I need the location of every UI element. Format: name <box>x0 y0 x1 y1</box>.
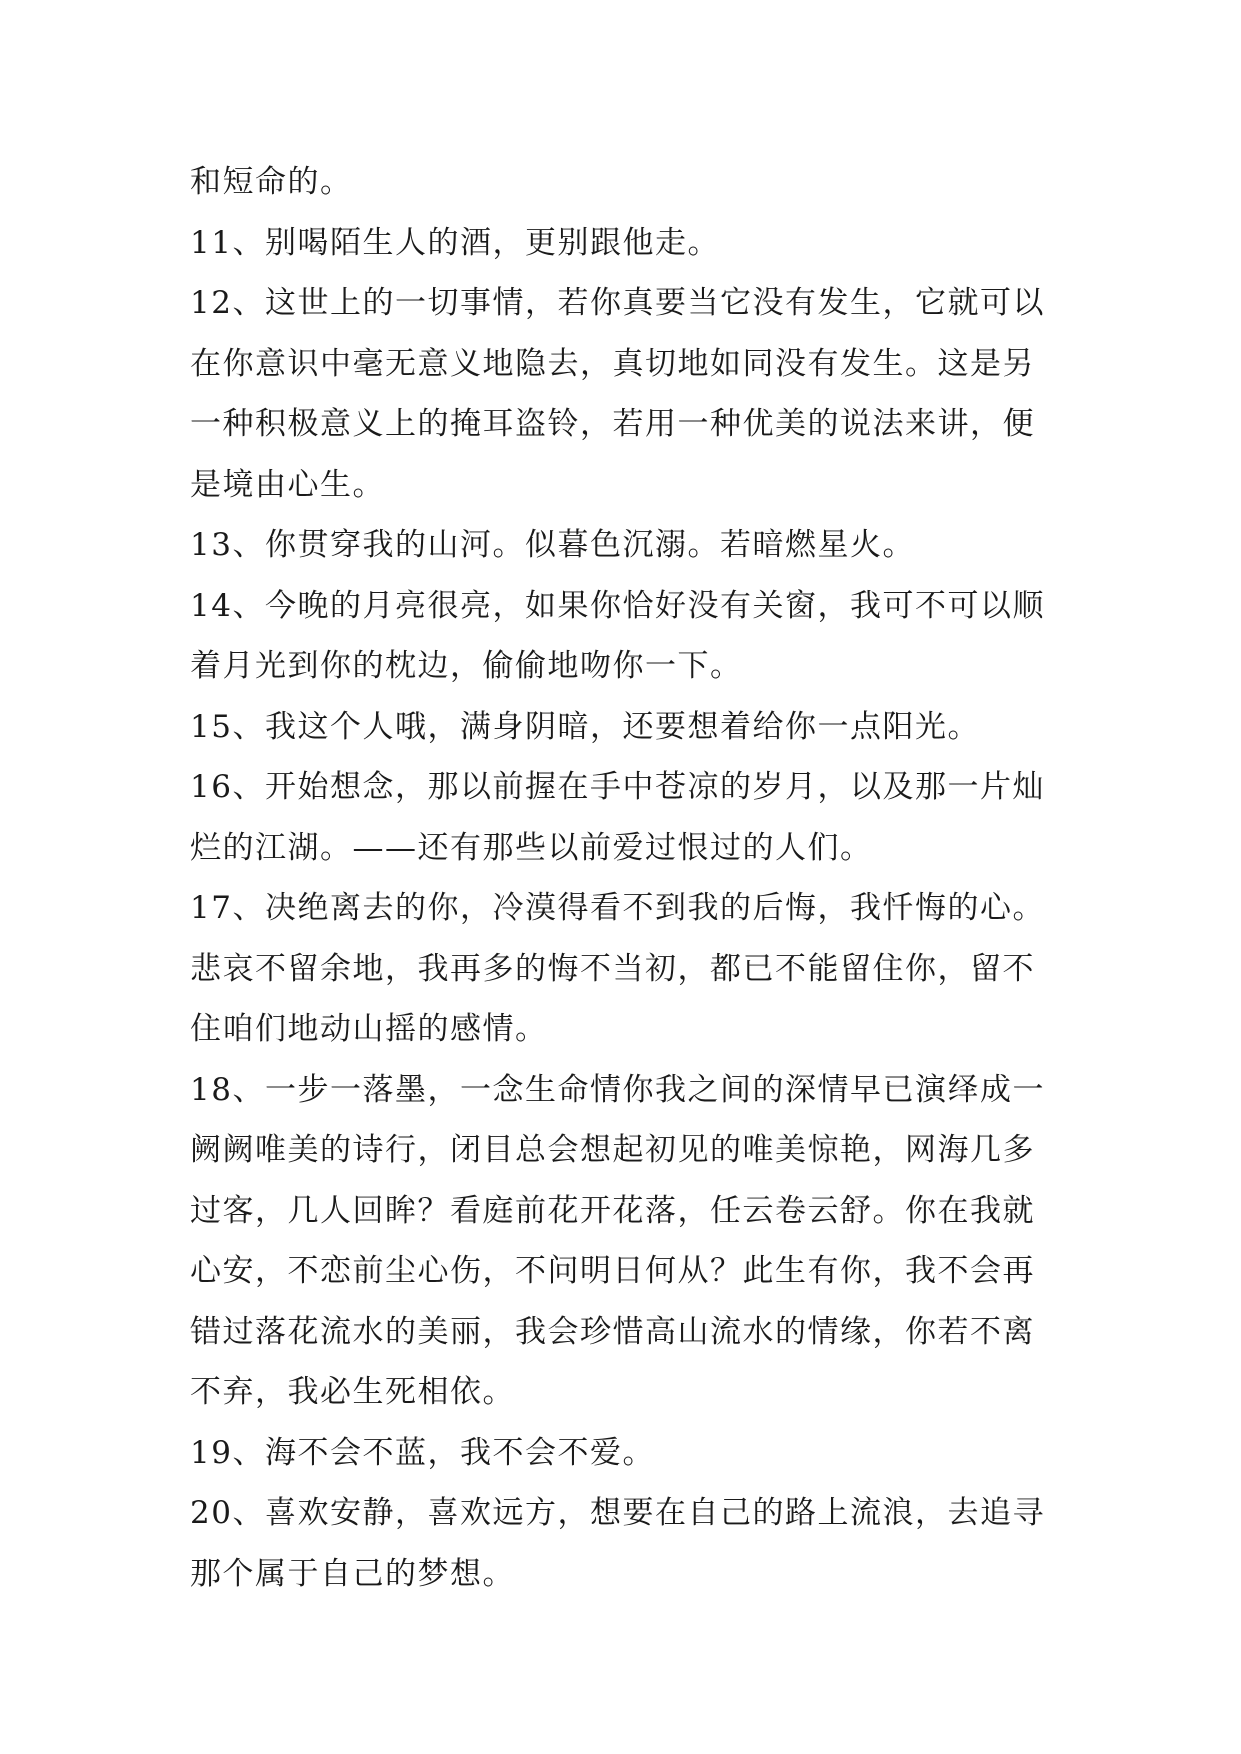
text-line: 过客，几人回眸？看庭前花开花落，任云卷云舒。你在我就 <box>190 1192 1035 1229</box>
text-line: 19、海不会不蓝，我不会不爱。 <box>190 1434 655 1471</box>
text-line: 16、开始想念，那以前握在手中苍凉的岁月，以及那一片灿 <box>190 769 1045 805</box>
text-line: 13、你贯穿我的山河。似暮色沉溺。若暗燃星火。 <box>190 527 915 563</box>
text-line: 17、决绝离去的你，冷漠得看不到我的后悔，我忏悔的心。 <box>190 890 1045 926</box>
text-line: 15、我这个人哦，满身阴暗，还要想着给你一点阳光。 <box>190 708 980 745</box>
text-line: 着月光到你的枕边，偷偷地吻你一下。 <box>190 648 743 684</box>
text-line: 心安，不恋前尘心伤，不问明日何从？此生有你，我不会再 <box>190 1253 1035 1289</box>
text-line: 11、别喝陌生人的酒，更别跟他走。 <box>190 224 720 261</box>
text-line: 一种积极意义上的掩耳盗铃，若用一种优美的说法来讲，便 <box>190 406 1035 442</box>
text-line: 悲哀不留余地，我再多的悔不当初，都已不能留住你，留不 <box>190 950 1035 987</box>
text-line: 烂的江湖。——还有那些以前爱过恨过的人们。 <box>190 829 873 866</box>
text-line: 14、今晚的月亮很亮，如果你恰好没有关窗，我可不可以顺 <box>190 587 1045 624</box>
text-line: 住咱们地动山摇的感情。 <box>190 1011 548 1047</box>
text-line: 是境由心生。 <box>190 466 385 503</box>
text-line: 和短命的。 <box>190 164 353 200</box>
text-line: 20、喜欢安静，喜欢远方，想要在自己的路上流浪，去追寻 <box>190 1495 1045 1531</box>
text-line: 不弃，我必生死相依。 <box>190 1374 515 1410</box>
text-line: 在你意识中毫无意义地隐去，真切地如同没有发生。这是另 <box>190 345 1035 382</box>
document-body <box>190 152 1070 1604</box>
text-line: 那个属于自己的梦想。 <box>190 1555 515 1592</box>
text-line: 错过落花流水的美丽，我会珍惜高山流水的情缘，你若不离 <box>190 1313 1035 1350</box>
text-line: 18、一步一落墨，一念生命情你我之间的深情早已演绎成一 <box>190 1071 1045 1108</box>
text-line: 阙阙唯美的诗行，闭目总会想起初见的唯美惊艳，网海几多 <box>190 1132 1035 1168</box>
text-line: 12、这世上的一切事情，若你真要当它没有发生，它就可以 <box>190 285 1045 321</box>
